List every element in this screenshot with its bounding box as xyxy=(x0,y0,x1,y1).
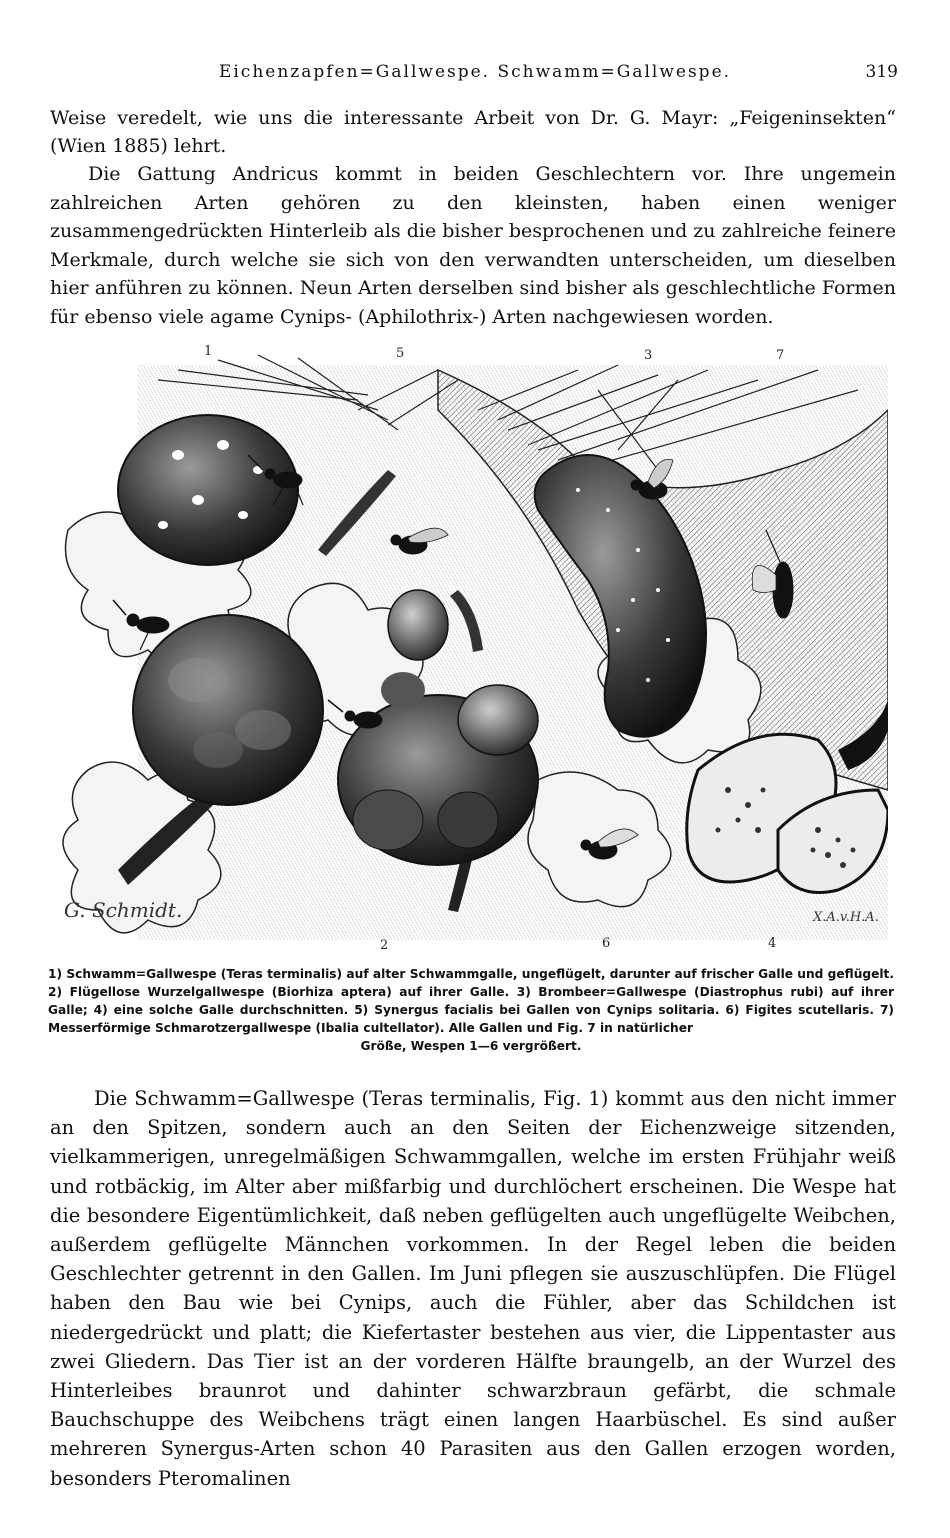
paragraph-andricus: Die Gattung Andricus kommt in beiden Geschlechtern vor. Ihre ungemein zahlreichen Arten gehören zu den kleinsten, haben einen weniger zusammengedrückten Hinterleib als die bisher besprochenen und zu zahlreiche feinere Merkmale, durch welche sie sich von den verwandten unterscheiden, um dieselben hier anführen zu können. Neun Arten derselben sind bisher als geschlechtliche Formen für ebenso viele agame Cynips- (Aphilothrix-) Arten nachgewiesen worden. xyxy=(50,163,896,328)
fig-label-1: 1 xyxy=(204,344,213,359)
gall-wasp-illustration xyxy=(58,350,888,960)
running-head-title: Eichenzapfen=Gallwespe. Schwamm=Gallwespe. xyxy=(218,62,732,82)
engraving-figure xyxy=(58,344,888,960)
artist-signature-left: G. Schmidt. xyxy=(64,898,183,922)
paragraph-teras: Die Schwamm=Gallwespe (Teras terminalis, Fig. 1) kommt aus den nicht immer an den Spitzen, sondern auch an den Seiten der Eichenzweige sitzenden, vielkammerigen, unregelmäßigen Schwammgallen, welche im ersten Frühjahr weiß und rotbäckig, im Alter aber mißfarbig und durchlöchert erscheinen. Die Wespe hat die besondere Eigentümlichkeit, daß neben geflügelten auch ungeflügelte Weibchen, außerdem geflügelte Männchen vorkommen. In der Regel leben die beiden Geschlechter getrennt in den Gallen. Im Juni pflegen sie auszuschlüpfen. Die Flügel haben den Bau wie bei Cynips, auch die Fühler, aber das Schildchen ist niedergedrückt und platt; die Kiefertaster bestehen aus vier, die Lippentaster aus zwei Gliedern. Das Tier ist an der vorderen Hälfte braungelb, an der Wurzel des Hinterleibes braunrot und dahinter schwarzbraun gefärbt, die schmale Bauchschuppe des Weibchens trägt einen langen Haarbüschel. Es sind außer mehreren Synergus-Arten schon 40 Parasiten aus den Gallen erzogen worden, besonders Pteromalinen xyxy=(50,1087,896,1490)
fig-label-2: 2 xyxy=(380,938,389,953)
fig-label-7: 7 xyxy=(776,348,785,363)
fig-label-4: 4 xyxy=(768,936,777,951)
gall-root-large xyxy=(133,615,323,805)
fig-label-3: 3 xyxy=(644,348,653,363)
figure-caption xyxy=(48,965,894,1055)
gall-sponge-old xyxy=(118,415,298,565)
fig-label-5: 5 xyxy=(396,346,405,361)
figure-caption-text: 1) Schwamm=Gallwespe (Teras terminalis) auf alter Schwammgalle, ungeflügelt, darunter auf frischer Galle und geflügelt. 2) Flügellose Wurzelgallwespe (Biorhiza aptera) auf ihrer Galle. 3) Brombeer=Gallwespe (Diastrophus rubi) auf ihrer Galle; 4) eine solche Galle durchschnitten. 5) Synergus facialis bei Gallen von Cynips solitaria. 6) Figites scutellaris. 7) Messerförmige Schmarotzergallwespe (Ibalia cultellator). Alle Gallen und Fig. 7 in natürlicher xyxy=(48,967,894,1035)
artist-signature-right: X.A.v.H.A. xyxy=(813,910,879,925)
page-number: 319 xyxy=(865,62,898,82)
running-head xyxy=(50,62,900,86)
fig-label-6: 6 xyxy=(602,936,611,951)
paragraph-intro: Weise veredelt, wie uns die interessante Arbeit von Dr. G. Mayr: „Feigeninsekten“ (Wien 1885) lehrt. xyxy=(50,107,896,157)
figure-caption-last-line: Größe, Wespen 1—6 vergrößert. xyxy=(360,1039,582,1053)
